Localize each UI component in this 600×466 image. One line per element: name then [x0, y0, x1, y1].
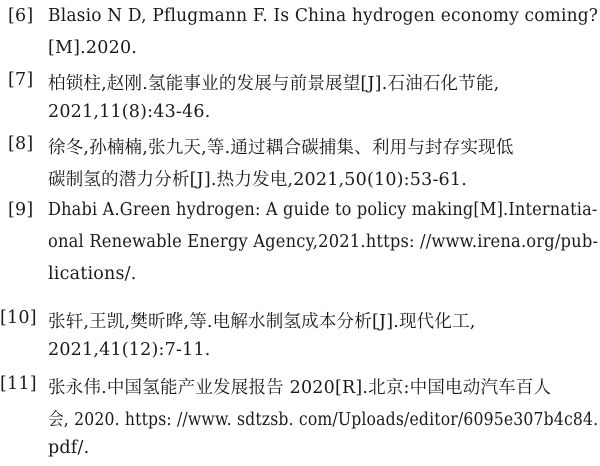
reference-number: [6] — [8, 6, 34, 26]
reference-line: 2021,41(12):7-11. — [48, 340, 211, 360]
reference-line: 张永伟.中国氢能产业发展报告 2020[R].北京:中国电动汽车百人 — [48, 378, 552, 398]
reference-line: 柏锁柱,赵刚.氢能事业的发展与前景展望[J].石油石化节能, — [48, 74, 500, 94]
reference-line: [M].2020. — [48, 38, 138, 58]
reference-line: 徐冬,孙楠楠,张九天,等.通过耦合碳捕集、利用与封存实现低 — [48, 138, 514, 158]
reference-line: 会, 2020. https: //www. sdtzsb. com/Uploads/editor/6095e307b4c84. — [48, 410, 599, 430]
reference-line: Blasio N D, Pflugmann F. Is China hydrogen economy coming? — [48, 6, 599, 26]
reference-line: 2021,11(8):43-46. — [48, 102, 211, 122]
reference-line: onal Renewable Energy Agency,2021.https: //www.irena.org/pub- — [48, 232, 599, 252]
reference-number: [7] — [8, 70, 34, 90]
reference-number: [8] — [8, 134, 34, 154]
reference-line: 张轩,王凯,樊昕晔,等.电解水制氢成本分析[J].现代化工, — [48, 312, 476, 332]
reference-number: [11] — [0, 374, 37, 394]
reference-line: Dhabi A.Green hydrogen: A guide to policy making[M].Internatia- — [48, 200, 598, 220]
reference-line: lications/. — [48, 264, 137, 284]
reference-number: [10] — [0, 308, 37, 328]
reference-line: pdf/. — [48, 438, 90, 458]
reference-line: 碳制氢的潜力分析[J].热力发电,2021,50(10):53-61. — [48, 170, 467, 190]
reference-number: [9] — [8, 200, 34, 220]
